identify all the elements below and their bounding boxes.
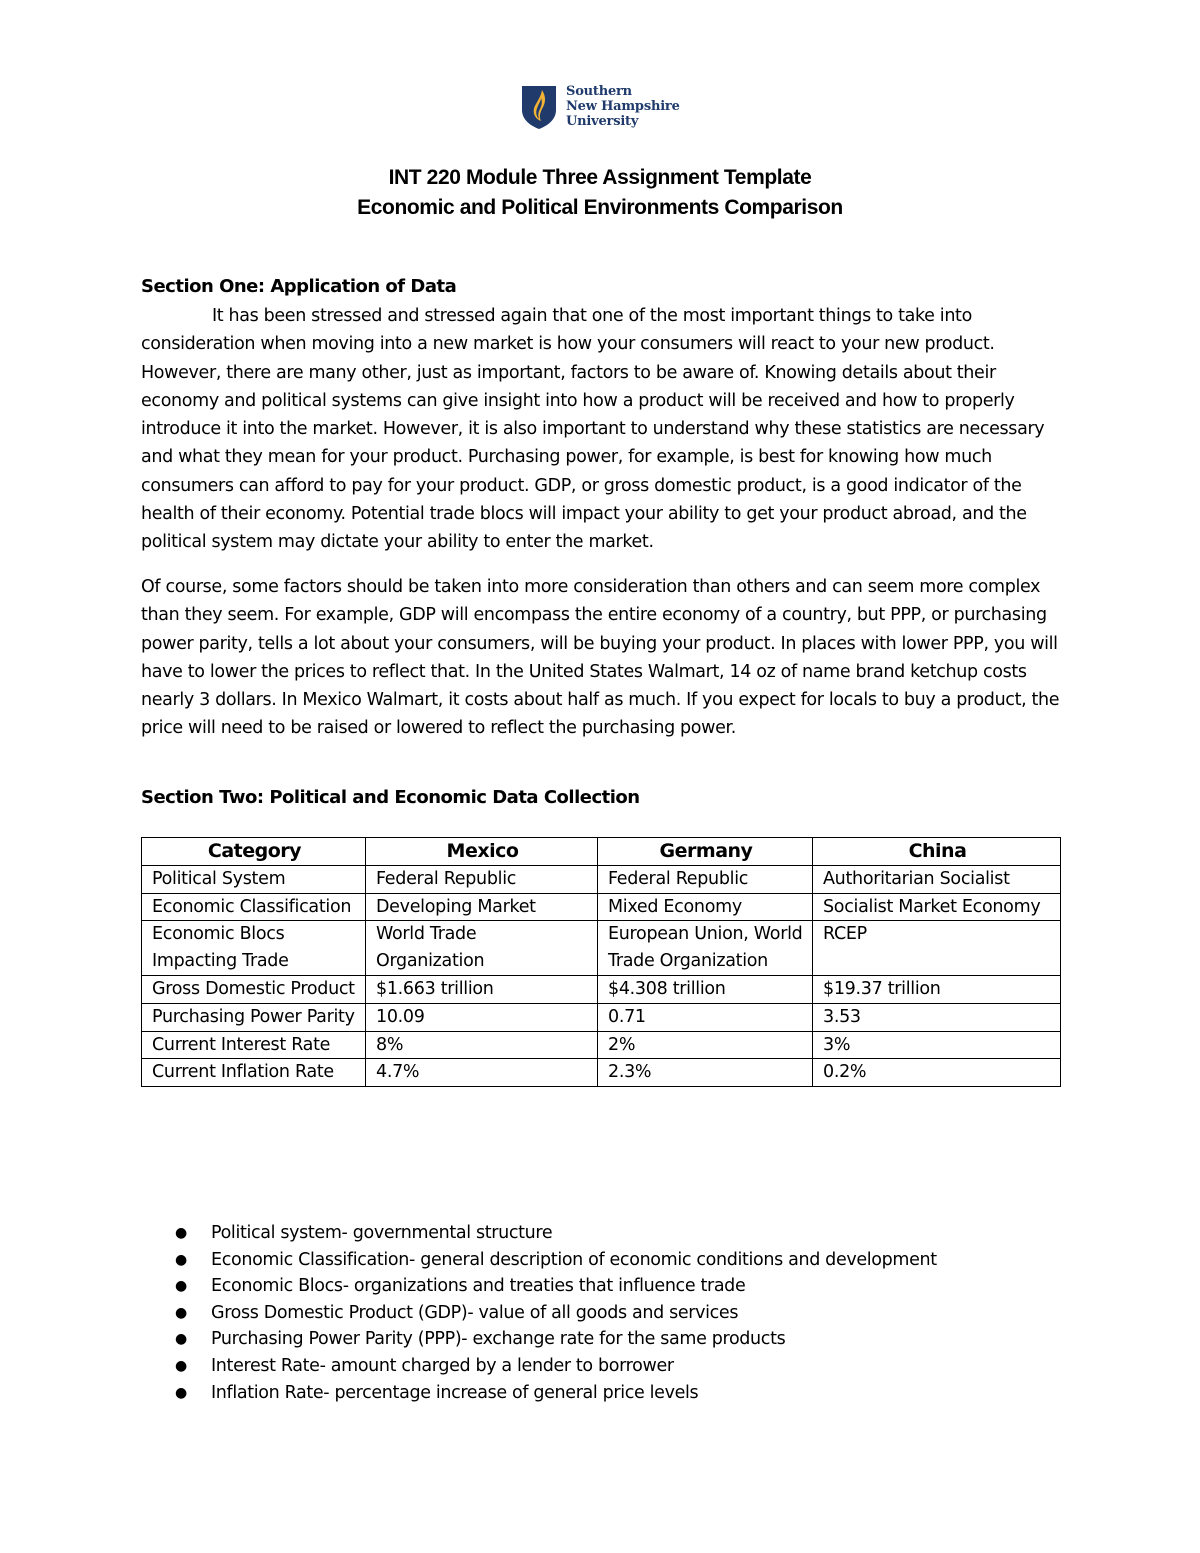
header-category: Category [142,838,366,866]
table-row [142,975,1061,1003]
bullet-icon: ● [175,1225,187,1241]
document-title: INT 220 Module Three Assignment Template [388,166,812,189]
table-cell: Economic Blocs Impacting Trade [142,921,366,976]
table-cell: Current Interest Rate [142,1031,366,1059]
document-subtitle: Economic and Political Environments Comparison [357,196,843,219]
table-cell: European Union, World Trade Organization [598,921,813,976]
header-china: China [813,838,1061,866]
list-item [141,1220,1041,1247]
bullet-icon: ● [175,1331,187,1348]
logo-line: New Hampshire [566,99,680,114]
section-two-heading: Section Two: Political and Economic Data Collection [141,787,640,808]
list-item-text: Inflation Rate- percentage increase of general price levels [211,1382,699,1403]
table-cell: Current Inflation Rate [142,1059,366,1087]
list-item-text: Economic Blocs- organizations and treaties that influence trade [211,1276,746,1297]
header-germany: Germany [598,838,813,866]
bullet-icon: ● [175,1304,187,1321]
logo-line: University [566,114,639,129]
section-one-heading: Section One: Application of Data [141,276,457,297]
comparison-table [141,837,1061,1087]
table-cell: 2.3% [598,1059,813,1087]
university-logo [520,84,680,130]
definitions-list [141,1220,1041,1406]
table-cell: World Trade Organization [366,921,598,976]
list-item [141,1326,1041,1353]
logo-line: Southern [566,84,632,99]
bullet-icon: ● [175,1278,187,1295]
table-row [142,1031,1061,1059]
table-cell: $4.308 trillion [598,975,813,1003]
list-item-text: Gross Domestic Product (GDP)- value of all goods and services [211,1302,739,1323]
bullet-icon: ● [175,1251,187,1268]
list-item-text: Economic Classification- general description of economic conditions and development [211,1249,937,1270]
table-row [142,865,1061,893]
table-cell: 3.53 [813,1003,1061,1031]
table-cell: 0.71 [598,1003,813,1031]
table-cell: Gross Domestic Product [142,975,366,1003]
list-item [141,1247,1041,1274]
header-mexico: Mexico [366,838,598,866]
list-item [141,1300,1041,1327]
table-row [142,1003,1061,1031]
table-cell: Socialist Market Economy [813,893,1061,921]
table-cell: Authoritarian Socialist [813,865,1061,893]
table-header-row [142,838,1061,866]
list-item [141,1353,1041,1380]
table-cell: 10.09 [366,1003,598,1031]
list-item-text: Interest Rate- amount charged by a lender to borrower [211,1355,674,1376]
list-item-text: Purchasing Power Parity (PPP)- exchange rate for the same products [211,1329,786,1350]
section-one-paragraph-2: Of course, some factors should be taken into more consideration than others and can seem more complex than they seem. For example, GDP will encompass the entire economy of a country, but PPP, or purchasing power parity, tells a lot about your consumers, will be buying your product. In places with lower PPP, you will have to lower the prices to reflect that. In the United States Walmart, 14 oz of name brand ketchup costs nearly 3 dollars. In Mexico Walmart, it costs about half as much. If you expect for locals to buy a product, the price will need to be raised or lowered to reflect the purchasing power. [141,577,1060,739]
table-cell: Political System [142,865,366,893]
table-cell: 2% [598,1031,813,1059]
table-cell: Developing Market [366,893,598,921]
table-cell: 3% [813,1031,1061,1059]
logo-wordmark [566,84,680,129]
list-item [141,1380,1041,1407]
section-one-paragraph-1: It has been stressed and stressed again that one of the most important things to take into consideration when moving into a new market is how your consumers will react to your new product. However, there are many other, just as important, factors to be aware of. Knowing details about their economy and political systems can give insight into how a product will be received and how to properly introduce it into the market. However, it is also important to understand why these statistics are necessary and what they mean for your product. Purchasing power, for example, is best for knowing how much consumers can afford to pay for your product. GDP, or gross domestic product, is a good indicator of the health of their economy. Potential trade blocs will impact your ability to get your product abroad, and the political system may dictate your ability to enter the market. [141,306,1045,553]
table-cell: Purchasing Power Parity [142,1003,366,1031]
table-row [142,893,1061,921]
table-cell: $19.37 trillion [813,975,1061,1003]
list-item-text: Political system- governmental structure [211,1223,553,1243]
list-item [141,1273,1041,1300]
table-cell: Mixed Economy [598,893,813,921]
bullet-icon: ● [175,1384,187,1401]
table-cell: RCEP [813,921,1061,976]
table-cell: Federal Republic [366,865,598,893]
table-cell: 8% [366,1031,598,1059]
table-row [142,1059,1061,1087]
table-cell: Economic Classification [142,893,366,921]
shield-flame-icon [520,84,558,130]
table-cell: Federal Republic [598,865,813,893]
table-cell: 0.2% [813,1059,1061,1087]
bullet-icon: ● [175,1357,187,1374]
table-row [142,921,1061,976]
table-cell: $1.663 trillion [366,975,598,1003]
table-cell: 4.7% [366,1059,598,1087]
